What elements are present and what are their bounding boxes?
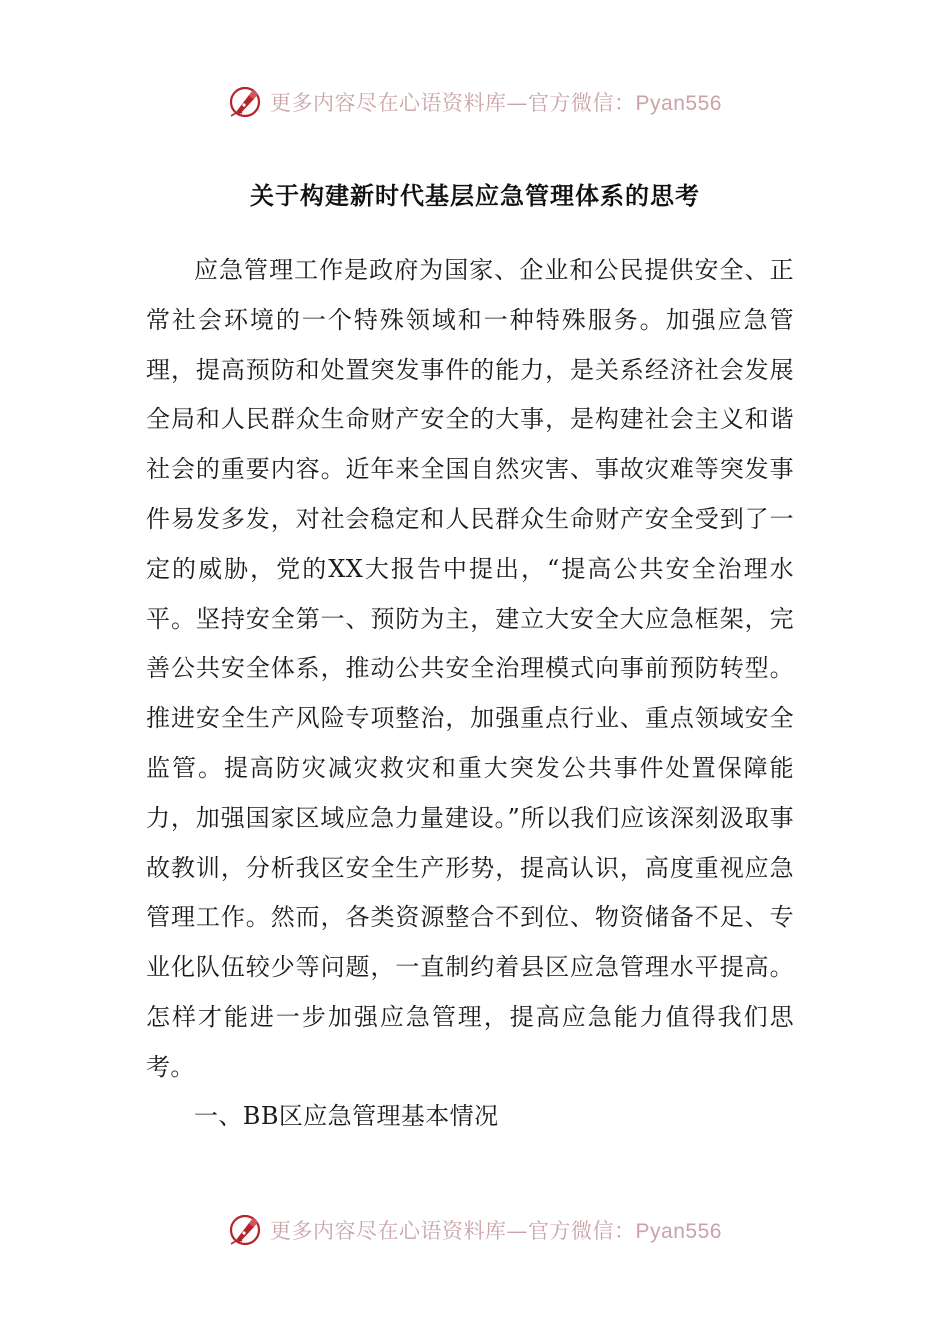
- pen-nib-logo-icon: [228, 1213, 262, 1247]
- watermark-text: [270, 87, 722, 117]
- body-paragraph: 应急管理工作是政府为国家、企业和公民提供安全、正常社会环境的一个特殊领域和一种特殊服务。加强应急管理，提高预防和处置突发事件的能力，是关系经济社会发展全局和人民群众生命财产安全的大事，是构建社会主义和谐社会的重要内容。近年来全国自然灾害、事故灾难等突发事件易发多发，对社会稳定和人民群众生命财产安全受到了一定的威胁，党的XX大报告中提出，“提高公共安全治理水平。坚持安全第一、预防为主，建立大安全大应急框架，完善公共安全体系，推动公共安全治理模式向事前预防转型。推进安全生产风险专项整治，加强重点行业、重点领域安全监管。提高防灾减灾救灾和重大突发公共事件处置保障能力，加强国家区域应急力量建设。”所以我们应该深刻汲取事故教训，分析我区安全生产形势，提高认识，高度重视应急管理工作。然而，各类资源整合不到位、物资储备不足、专业化队伍较少等问题，一直制约着县区应急管理水平提高。怎样才能进一步加强应急管理，提高应急能力值得我们思考。: [146, 256, 794, 1081]
- watermark-header: [0, 82, 950, 122]
- watermark-footer: [0, 1210, 950, 1250]
- watermark-wechat-id: Pyan556: [635, 92, 722, 115]
- section-heading: 一、BB区应急管理基本情况: [194, 1102, 499, 1130]
- watermark-label: 更多内容尽在心语资料库—官方微信：: [270, 91, 636, 115]
- document-title: 关于构建新时代基层应急管理体系的思考: [250, 182, 700, 210]
- watermark-label: 更多内容尽在心语资料库—官方微信：: [270, 1219, 636, 1243]
- watermark-wechat-id: Pyan556: [635, 1220, 722, 1243]
- watermark-text: [270, 1215, 722, 1245]
- pen-nib-logo-icon: [228, 85, 262, 119]
